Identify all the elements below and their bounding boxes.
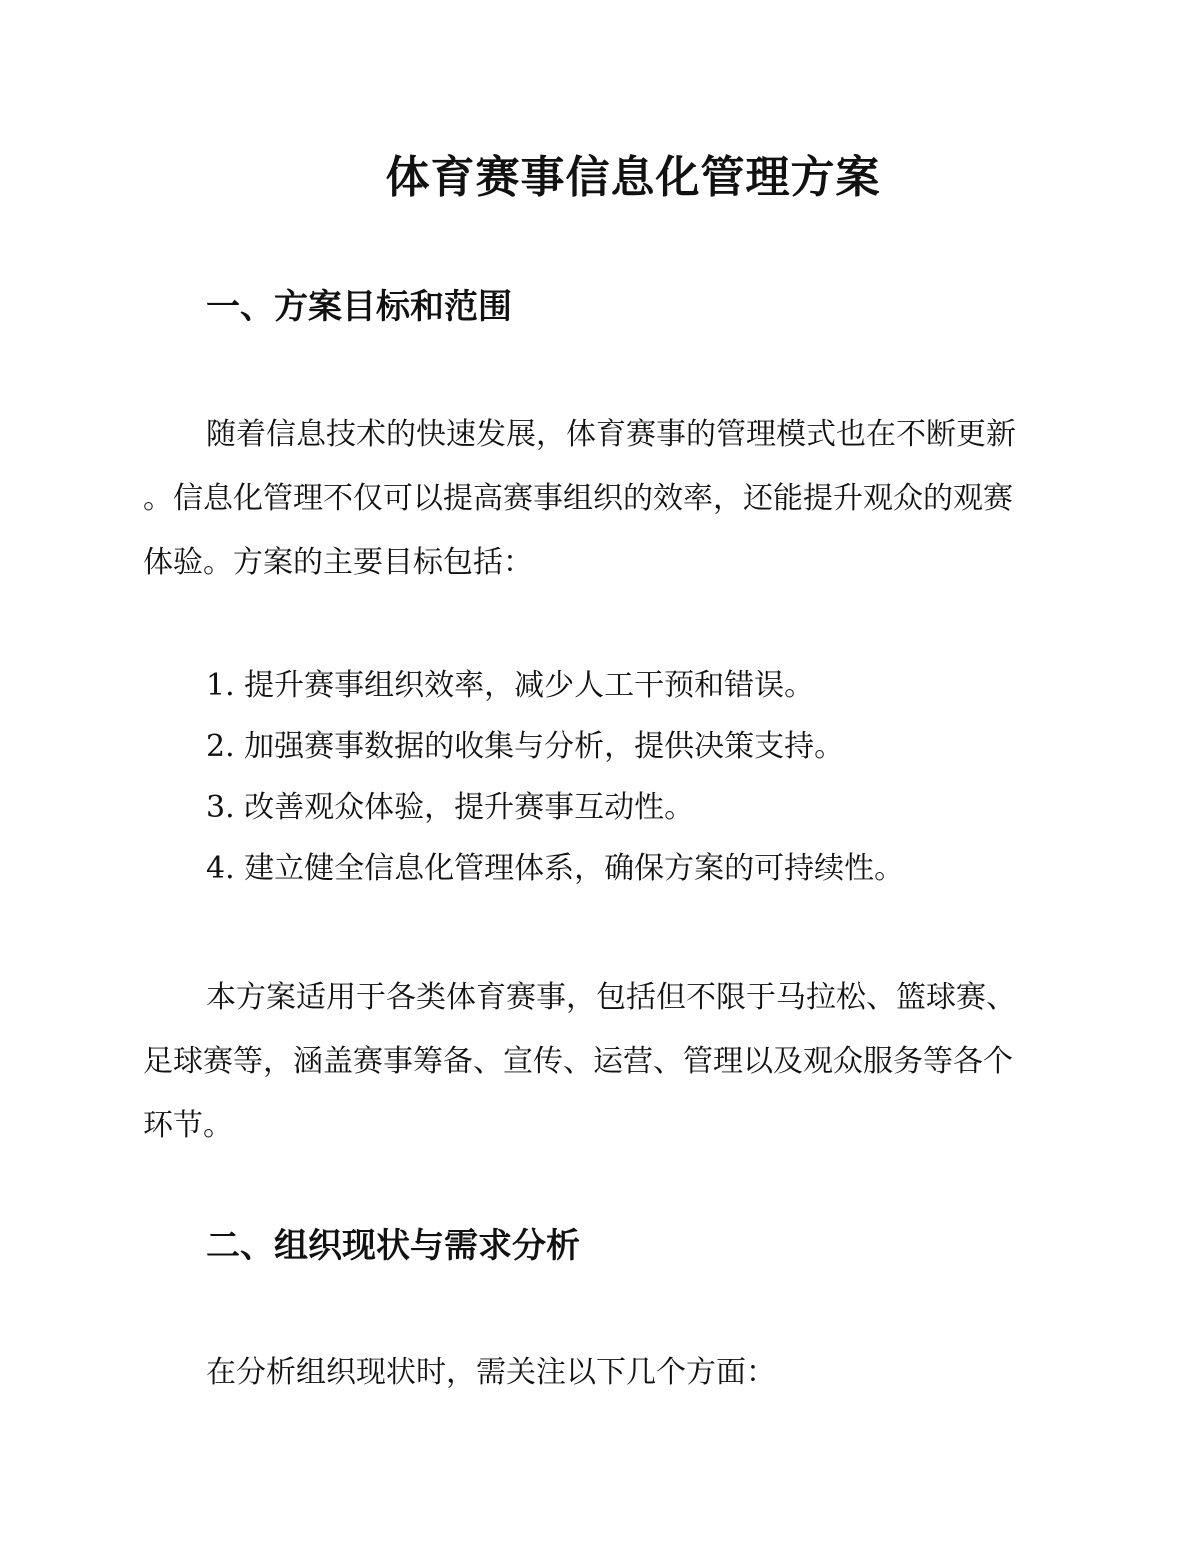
paragraph-line: 在分析组织现状时，需关注以下几个方面： [206,1355,776,1390]
section2-intro-paragraph [143,1341,1058,1405]
list-item: 3. 改善观众体验，提升赛事互动性。 [206,790,695,825]
list-item: 4. 建立健全信息化管理体系，确保方案的可持续性。 [206,851,905,886]
document-title: 体育赛事信息化管理方案 [385,152,881,203]
paragraph-line: 足球赛等，涵盖赛事筹备、宣传、运营、管理以及观众服务等各个 [143,1044,1013,1079]
paragraph-line: 体验。方案的主要目标包括： [143,545,533,580]
section-heading-2: 二、组织现状与需求分析 [206,1226,580,1266]
section-heading-1: 一、方案目标和范围 [206,287,512,327]
paragraph-line: 随着信息技术的快速发展，体育赛事的管理模式也在不断更新 [206,417,1016,452]
paragraph-line: 本方案适用于各类体育赛事，包括但不限于马拉松、篮球赛、 [206,980,1016,1015]
section1-intro-paragraph [143,403,1058,595]
paragraph-line: 。信息化管理不仅可以提高赛事组织的效率，还能提升观众的观赛 [143,481,1013,516]
list-item: 1. 提升赛事组织效率，减少人工干预和错误。 [206,668,815,703]
paragraph-line: 环节。 [143,1108,233,1143]
goals-list [206,655,904,899]
list-item: 2. 加强赛事数据的收集与分析，提供决策支持。 [206,729,845,764]
section1-scope-paragraph [143,966,1058,1158]
